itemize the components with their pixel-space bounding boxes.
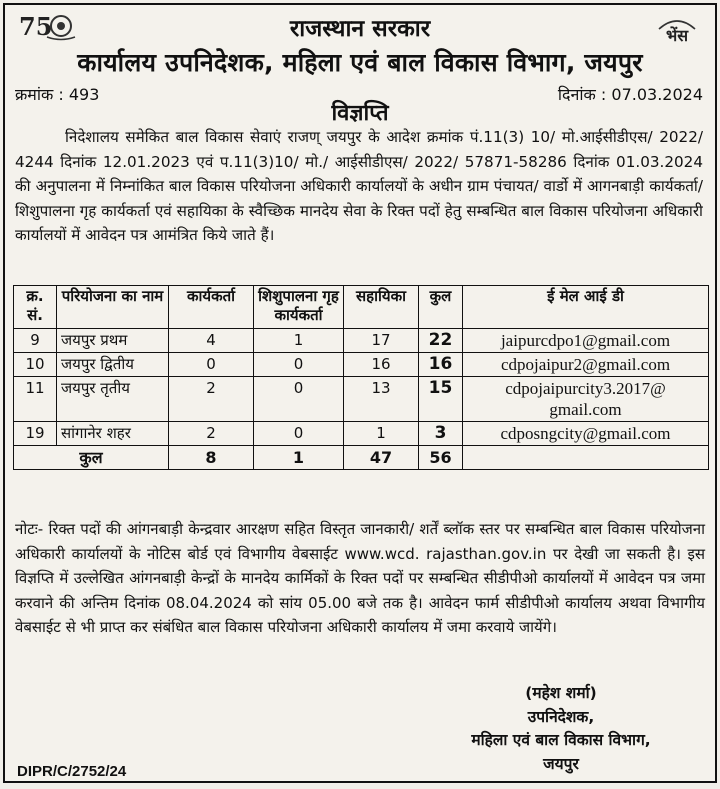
cell-project: जयपुर द्वितीय <box>57 353 169 377</box>
signatory-designation: उपनिदेशक, <box>527 707 595 726</box>
total-worker: 8 <box>169 446 254 470</box>
note-paragraph: नोटः- रिक्त पदों की आंगनबाड़ी केन्द्रवार आरक्षण सहित विस्तृत जानकारी/ शर्तें ब्लॉक स्तर पर सम्बन्धित बाल विकास परियोजना अधिकारी कार्यालयों के नोटिस बोर्ड एवं विभागीय वेबसाईट www.wcd. rajasthan.gov.in पर देखी जा सकती है। इस विज्ञप्ति में उल्लेखित आंगनबाड़ी केन्द्रों के मानदेय कार्मिकों के रिक्त पदों पर सम्बन्धित सीडीपीओ कार्यालयों में आवेदन पत्र जमा करवाने की अन्तिम दिनांक 08.04.2024 को सांय 05.00 बजे तक है। आवेदन फार्म सीडीपीओ कार्यालय अथवा विभागीय वेबसाईट से भी प्राप्त कर संबंधित बाल विकास परियोजना अधिकारी कार्यालय में जमा करवाये जायेंगे। <box>15 520 705 636</box>
total-label: कुल <box>14 446 169 470</box>
cell-email[interactable]: cdposngcity@gmail.com <box>463 422 709 446</box>
cell-helper: 1 <box>344 422 419 446</box>
signature-block <box>431 682 691 776</box>
col-header-project: परियोजना का नाम <box>57 286 169 329</box>
intro-paragraph: निदेशालय समेकित बाल विकास सेवाएं राजण् जयपुर के आदेश क्रमांक पं.11(3) 10/ मो.आईसीडीएस/ 2022/ 4244 दिनांक 12.01.2023 एवं प.11(3)10/ मो./ आईसीडीएस/ 2022/ 57871-58286 दिनांक 01.03.2024 की अनुपालना में निम्नांकित बाल विकास परियोजना अधिकारी कार्यालयों के अधीन ग्राम पंचायत/ वार्डो में आगनबाड़ी कार्यकर्ता/ शिशुपालना गृह कार्यकर्ता एवं सहायिका के स्वैच्छिक मानदेय सेवा के रिक्त पदों हेतु सम्बन्धित बाल विकास परियोजना अधिकारी कार्यालयों में आवेदन पत्र आमंत्रित किये जाते हैं। <box>15 128 703 245</box>
col-header-email: ई मेल आई डी <box>463 286 709 329</box>
cell-worker: 2 <box>169 422 254 446</box>
cell-total: 3 <box>419 422 463 446</box>
cell-sn: 9 <box>14 329 57 353</box>
cell-total: 16 <box>419 353 463 377</box>
notice-heading: विज्ञप्ति <box>331 101 389 126</box>
cell-creche: 1 <box>254 329 344 353</box>
notice-page <box>3 3 717 783</box>
cell-worker: 0 <box>169 353 254 377</box>
cell-worker: 4 <box>169 329 254 353</box>
cell-total: 22 <box>419 329 463 353</box>
cell-helper: 17 <box>344 329 419 353</box>
cell-creche: 0 <box>254 422 344 446</box>
office-title: कार्यालय उपनिदेशक, महिला एवं बाल विकास विभाग, जयपुर <box>77 48 643 77</box>
cell-project: जयपुर प्रथम <box>57 329 169 353</box>
total-sum: 56 <box>419 446 463 470</box>
cell-sn: 19 <box>14 422 57 446</box>
cell-email[interactable]: jaipurcdpo1@gmail.com <box>463 329 709 353</box>
notice-date: दिनांक : 07.03.2024 <box>557 85 703 104</box>
cell-worker: 2 <box>169 377 254 422</box>
vacancy-table <box>13 285 709 470</box>
cell-creche: 0 <box>254 353 344 377</box>
signatory-city: जयपुर <box>543 754 579 773</box>
cell-email[interactable]: cdpojaipur2@gmail.com <box>463 353 709 377</box>
col-header-helper: सहायिका <box>344 286 419 329</box>
cell-creche: 0 <box>254 377 344 422</box>
table-row <box>14 422 709 446</box>
table-row <box>14 329 709 353</box>
table-row <box>14 353 709 377</box>
government-title: राजस्थान सरकार <box>289 16 431 42</box>
total-helper: 47 <box>344 446 419 470</box>
cell-helper: 16 <box>344 353 419 377</box>
col-header-sn: क्र. सं. <box>14 286 57 329</box>
cell-helper: 13 <box>344 377 419 422</box>
reference-number: क्रमांक : 493 <box>15 85 100 104</box>
col-header-creche-worker: शिशुपालना गृह कार्यकर्ता <box>254 286 344 329</box>
signatory-name: (महेश शर्मा) <box>525 684 597 702</box>
signatory-department: महिला एवं बाल विकास विभाग, <box>471 731 651 749</box>
table-header-row <box>14 286 709 329</box>
table-row <box>14 377 709 422</box>
svg-text:भेंस: भेंस <box>665 26 689 45</box>
cell-email[interactable]: cdpojaipurcity3.2017@ gmail.com <box>463 377 709 422</box>
total-creche: 1 <box>254 446 344 470</box>
cell-sn: 10 <box>14 353 57 377</box>
cell-project: जयपुर तृतीय <box>57 377 169 422</box>
cell-sn: 11 <box>14 377 57 422</box>
col-header-worker: कार्यकर्ता <box>169 286 254 329</box>
svg-text:75: 75 <box>19 12 53 41</box>
cell-project: सांगानेर शहर <box>57 422 169 446</box>
col-header-total: कुल <box>419 286 463 329</box>
total-email-empty <box>463 446 709 470</box>
table-total-row <box>14 446 709 470</box>
dipr-code: DIPR/C/2752/24 <box>17 763 127 780</box>
cell-total: 15 <box>419 377 463 422</box>
